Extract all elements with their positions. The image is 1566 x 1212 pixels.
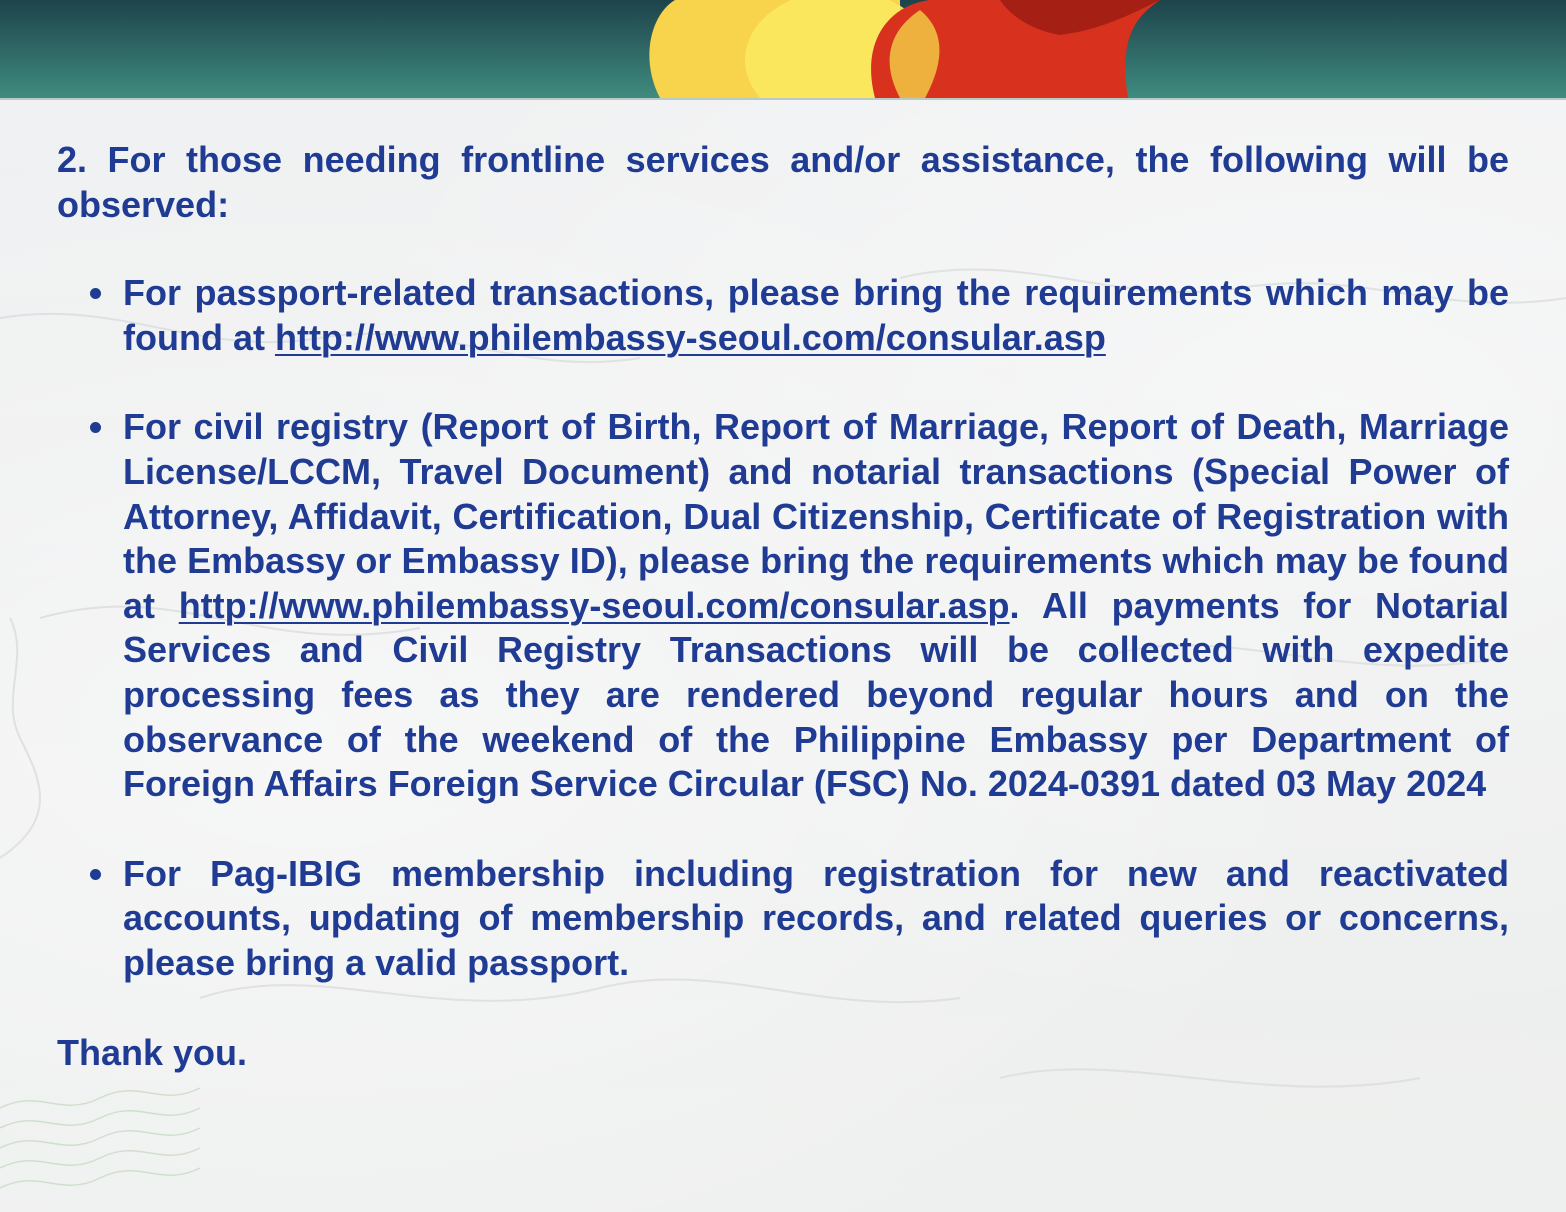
consular-link[interactable]: http://www.philembassy-seoul.com/consular.asp	[274, 316, 1106, 358]
banner-graphic	[0, 0, 1566, 98]
list-item-civil-registry	[57, 405, 1509, 806]
bullet-dot-icon	[90, 869, 101, 880]
item-text-continued: . All payments for Notarial Services and Civil Registry Transactions will be collected with expedite processing fees as they are rendered beyond regular hours and on the observance of the weekend of the Philippine Embassy per Department of Foreign Affairs Foreign Service Circular (FSC) No. 2024-0391 dated 03 May 2024	[123, 584, 1509, 805]
closing-text: Thank you.	[57, 1031, 248, 1073]
consular-link[interactable]: http://www.philembassy-seoul.com/consular.asp	[178, 584, 1010, 626]
list-item-pag-ibig	[57, 852, 1509, 986]
intro-paragraph: 2. For those needing frontline services and/or assistance, the following will be observed:	[57, 139, 1509, 225]
list-item-passport	[57, 271, 1509, 360]
top-banner	[0, 0, 1566, 100]
item-text: For Pag-IBIG membership including registration for new and reactivated accounts, updating of membership records, and related queries or concerns, please bring a valid passport.	[123, 852, 1509, 983]
bullet-dot-icon	[90, 288, 101, 299]
bullet-dot-icon	[90, 422, 101, 433]
requirements-list	[57, 271, 1509, 985]
notice-content	[57, 138, 1509, 1075]
item-text: For civil registry (Report of Birth, Report of Marriage, Report of Death, Marriage License/LCCM, Travel Document) and notarial transactions (Special Power of Attorney, Affidavit, Certification, Dual Citizenship, Certificate of Registration with the Embassy or Embassy ID), please bring the requirements which may be found at	[123, 406, 1509, 626]
item-text: For passport-related transactions, please bring the requirements which may be found at	[123, 272, 1509, 358]
